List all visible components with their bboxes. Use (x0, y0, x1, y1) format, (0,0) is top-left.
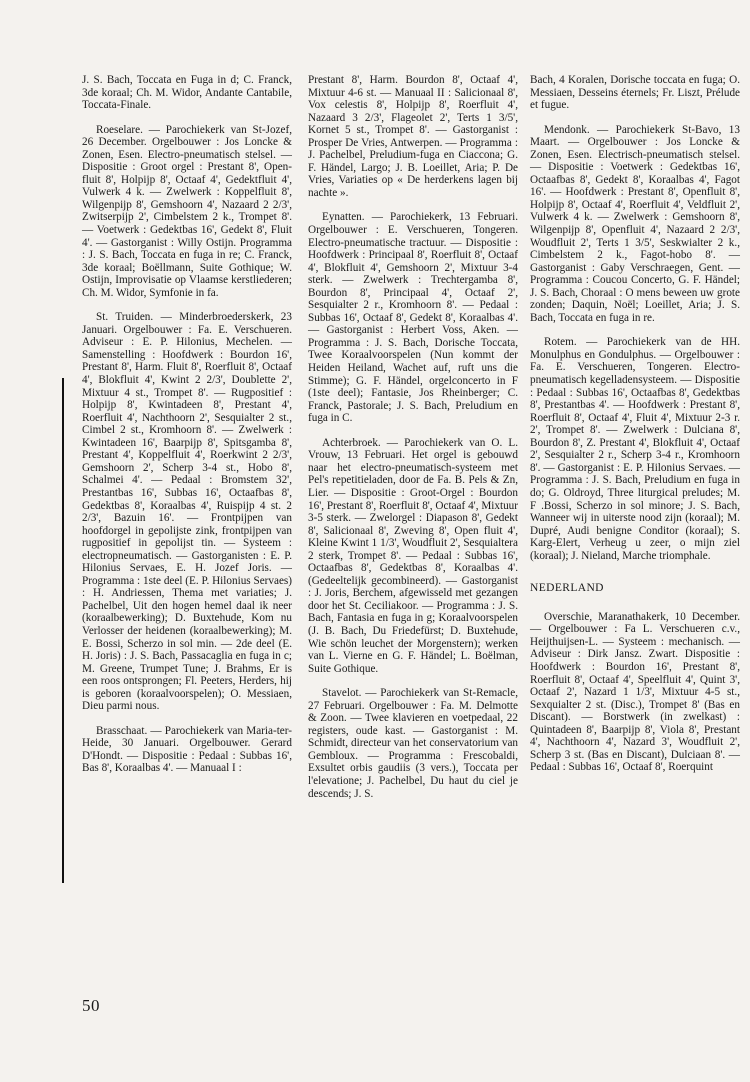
concert-entry-brasschaat: Brasschaat. — Parochiekerk van Maria-ter-Heide, 30 Januari. Orgelbouwer. Gerard D'Hondt. — Dispositie : Pedaal : Subbas 16', Bas 8', Koraalbas 4'. — Manuaal I : (82, 724, 292, 775)
concert-entry-achterbroek: Achterbroek. — Parochiekerk van O. L. Vrouw, 13 Februari. Het orgel is gebouwd naar het electro-pneumatisch-systeem met Pel's repetitieladen, door de Fa. B. Pels & Zn, Lier. — Dispositie : Groot-Orgel : Bourdon 16', Prestant 8', Roerfluit 8', Octaaf 4', Mixtuur 3-5 sterk. — Zwelorgel : Diapason 8', Gedekt 8', Salicionaal 8', Zweving 8', Open fluit 4', Kleine Kwint 1 1/3', Woudfluit 2', Sesquialtera 2 sterk, Trompet 8'. — Pedaal : Subbas 16', Octaafbas 8', Gedektbas 8', Koraalbas 4'. (Gedeeltelijk gecombineerd). — Gastorganist : J. Joris, Berchem, afgewisseld met gezangen door het St. Ceciliakoor. — Programma : J. S. Bach, Fantasia en fuga in g; Koraalvoorspelen (J. B. Bach, Du Friedefürst; D. Buxtehude, Wie schön leuchet der Morgenstern); werken van L. Vierne en G. F. Händel; L. Boëlman, Suite Gothique. (308, 436, 518, 675)
page-number: 50 (82, 996, 100, 1015)
text-column-3 (530, 74, 740, 786)
concert-entry: Bach, 4 Koralen, Dorische toccata en fuga; O. Messiaen, Desseins éternels; Fr. Liszt, Prélude et fugue. (530, 74, 740, 112)
concert-entry: J. S. Bach, Toccata en Fuga in d; C. Franck, 3de koraal; Ch. M. Widor, Andante Cantabile, Toccata-Finale. (82, 74, 292, 112)
section-heading-nederland: NEDERLAND (530, 582, 604, 595)
text-column-1 (82, 74, 292, 787)
concert-entry-stavelot: Stavelot. — Parochiekerk van St-Remacle, 27 Februari. Orgelbouwer : Fa. M. Delmotte & Zoon. — Twee klavieren en voetpedaal, 22 registers, oude kast. — Gastorganist : M. Schmidt, directeur van het conservatorium van Gembloux. — Programma : Frescobaldi, Exsultet orbis gaudiis (3 vers.), Toccata per l'elevatione; J. Pachelbel, Du haut du ciel je descends; J. S. (308, 687, 518, 800)
concert-entry-roeselare: Roeselare. — Parochiekerk van St-Jozef, 26 December. Orgelbouwer : Jos Loncke & Zonen, Esen. Electro-pneumatisch stelsel. — Dispositie : Groot orgel : Prestant 8', Open-fluit 8', Holpijp 8', Octaaf 4', Gedektfluit 4', Vulwerk 4 k. — Zwelwerk : Koppelfluit 8', Wilgenpijp 8', Gemshoorn 4', Nazaard 2 2/3', Zwitserpijp 2', Cimbelstem 2 k., Trompet 8'. — Voetwerk : Gedektbas 16', Gedekt 8', Fluit 4'. — Gastorganist : Willy Ostijn. Programma : J. S. Bach, Toccata en fuga in re; C. Franck, 3de koraal; Boëllmann, Suite Gothique; W. Ostijn, Improvisatie op Vlaamse kerstliederen; Ch. M. Widor, Symfonie in fa. (82, 123, 292, 299)
concert-entry-st-truiden: St. Truiden. — Minderbroederskerk, 23 Januari. Orgelbouwer : Fa. E. Verschueren. Adviseur : E. P. Hilonius, Mechelen. — Samenstelling : Hoofdwerk : Bourdon 16', Prestant 8', Harm. Fluit 8', Roerfluit 8', Octaaf 4', Blokfluit 4', Kwint 2 2/3', Doublette 2', Mixtuur 4 st., Trompet 8'. — Rugpositief : Holpijp 8', Kwintadeen 8', Prestant 4', Roerfluit 4', Nachthoorn 2', Sesquialter 2 st., Cimbel 2 st., Kromhoorn 8'. — Zwelwerk : Kwintadeen 16', Baarpijp 8', Spitsgamba 8', Prestant 4', Koppelfluit 4', Roerkwint 2 2/3', Gemshoorn 2', Scherp 3-4 st., Hobo 8', Schalmei 4'. — Pedaal : Bromstem 32', Prestantbas 16', Subbas 16', Octaafbas 8', Gedektbas 8', Koraalbas 4', Ruispijp 4 st. 2 2/3', Bazuin 16'. — Frontpijpen van hoofdorgel in gepolijste zink, frontpijpen van rugpositief in gepolijst tin. — Systeem : electropneumatisch. — Gastorganisten : E. P. Hilonius Servaes, E. H. Jozef Joris. — Programma : 1ste deel (E. P. Hilonius Servaes) : H. Andriessen, Thema met variaties; J. Pachelbel, Uit den hogen hemel daal ik neer (koraalbewerking); D. Buxtehude, Kom nu Verlosser der heidenen (koraalbewerking); M. E. Bossi, Scherzo in sol min. — 2de deel (E. H. Joris) : J. S. Bach, Passacaglia en fuga in c; M. Greene, Trumpet Tune; J. Brahms, Er is een roos ontsprongen; Fl. Peeters, Herders, hij is geboren (koraalvoorspelen); O. Messiaen, Dieu parmi nous. (82, 311, 292, 713)
concert-entry-mendonk: Mendonk. — Parochiekerk St-Bavo, 13 Maart. — Orgelbouwer : Jos Loncke & Zonen, Esen. Electrisch-pneumatisch stelsel. — Dispositie : Voetwerk : Gedektbas 16', Octaafbas 8', Gedekt 8', Koraalbas 4', Fagot 16'. — Hoofdwerk : Prestant 8', Openfluit 8', Holpijp 8', Octaaf 4', Roerfluit 4', Veldfluit 2', Vulwerk 4 k. — Zwelwerk : Gemshoorn 8', Wilgenpijp 8', Openfluit 4', Nazaard 2 2/3', Woudfluit 2', Terts 1 3/5', Seskwialter 2 k., Cimbelstem 2 k., Fagot-hobo 8'. — Gastorganist : Gaby Verschraegen, Gent. — Programma : Coucou Concerto, G. F. Händel; J. S. Bach, Choraal : O mens beween uw grote zonden; Daquin, Noël; Loeillet, Aria; J. S. Bach, Toccata en fuga in re. (530, 123, 740, 324)
concert-entry-rotem: Rotem. — Parochiekerk van de HH. Monulphus en Gondulphus. — Orgelbouwer : Fa. E. Verschueren, Tongeren. Electro-pneumatisch kegelladensysteem. — Dispositie : Pedaal : Subbas 16', Octaafbas 8', Gedektbas 8', Prestantbas 4'. — Hoofdwerk : Prestant 8', Roerfluit 8', Octaaf 4', Fluit 4', Mixtuur 2-3 r. 2', Trompet 8'. — Zwelwerk : Dulciana 8', Bourdon 8', Z. Prestant 4', Blokfluit 4', Octaaf 2', Sesquialter 2 r., Scherp 3-4 r., Kromhoorn 8'. — Gastorganist : E. P. Hilonius Servaes. — Programma : J. S. Bach, Preludium en fuga in do; G. Oldroyd, Three liturgical preludes; M. F .Bossi, Scherzo in sol minore; J. S. Bach, Wanneer wij in uiterste nood zijn (koraal); M. Dupré, Audi benigne Conditor (koraal); S. Karg-Elert, Verheug u zeer, o mijn ziel (koraal); J. Nieland, Marche triomphale. (530, 336, 740, 562)
text-column-2 (308, 74, 518, 812)
margin-rule (62, 378, 64, 883)
concert-entry: Prestant 8', Harm. Bourdon 8', Octaaf 4', Mixtuur 4-6 st. — Manuaal II : Salicionaal 8', Vox celestis 8', Holpijp 8', Roerfluit 4', Nazaard 3 2/3', Flageolet 2', Terts 1 3/5', Kornet 5 st., Trompet 8'. — Gastorganist : Prosper De Vries, Antwerpen. — Programma : J. Pachelbel, Preludium-fuga en Ciaccona; G. F. Händel, Largo; J. B. Loeillet, Aria; P. De Vries, Variaties op « De herderkens lagen bij nachte ». (308, 74, 518, 199)
concert-entry-eynatten: Eynatten. — Parochiekerk, 13 Februari. Orgelbouwer : E. Verschueren, Tongeren. Electro-pneumatische tractuur. — Dispositie : Hoofdwerk : Principaal 8', Roerfluit 8', Octaaf 4', Blokfluit 4', Gemshoorn 2', Mixtuur 3-4 sterk. — Zwelwerk : Trechtergamba 8', Bourdon 8', Principaal 4', Octaaf 2', Sesquialter 2 r., Kromhoorn 8'. — Pedaal : Subbas 16', Octaaf 8', Gedekt 8', Koraalbas 4'. — Gastorganist : Herbert Voss, Aken. — Programma : J. S. Bach, Dorische Toccata, Twee Koraalvoorspelen (Nun kommt der Heiden Heiland, Wachet auf, ruft uns die Stimme); G. F. Händel, orgelconcerto in F (1ste deel); Fantasie, Jos Rheinberger; C. Franck, Pastorale; J. S. Bach, Preludium en fuga in C. (308, 211, 518, 425)
concert-entry-overschie: Overschie, Maranathakerk, 10 December. — Orgelbouwer : Fa L. Verschueren c.v., Heijthuijsen-L. — Systeem : mechanisch. — Adviseur : Dirk Jansz. Zwart. Dispositie : Hoofdwerk : Bourdon 16', Prestant 8', Roerfluit 8', Octaaf 4', Speelfluit 4', Quint 3', Octaaf 2', Nazard 1 1/3', Mixtuur 4-5 st., Sexquialter 2 st. (Disc.), Trompet 8' (Bas en Discant). — Borstwerk (in zwelkast) : Quintadeen 8', Baarpijp 8', Viola 8', Prestant 4', Nachthoorn 4', Nazard 3', Woudfluit 2', Scherp 3 st. (Bas en Discant), Dulciaan 8'. — Pedaal : Subbas 16', Octaaf 8', Roerquint (530, 610, 740, 774)
